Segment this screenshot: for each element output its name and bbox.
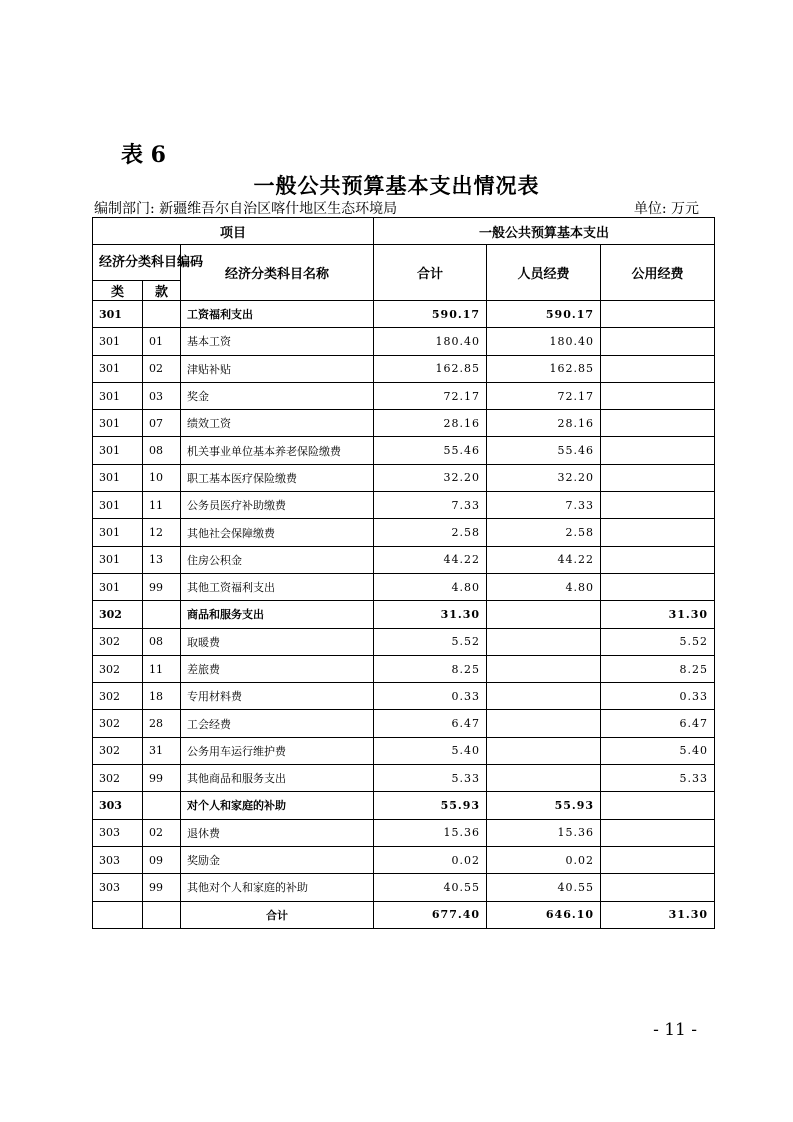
page-number: - 11 - [653,1020,697,1040]
category-name-cell: 公务员医疗补助缴费 [181,492,374,519]
table-row [93,328,715,355]
total-amount-cell: 5.52 [374,628,487,655]
personnel-amount-cell [487,601,601,628]
public-amount-cell: 5.40 [601,737,715,764]
lei-code-cell: 302 [93,710,143,737]
table-row [93,683,715,710]
public-amount-cell [601,437,715,464]
personnel-amount-cell: 2.58 [487,519,601,546]
personnel-header: 人员经费 [487,245,601,301]
table-row [93,492,715,519]
public-amount-cell [601,573,715,600]
table-row [93,737,715,764]
kuan-code-cell: 18 [143,683,181,710]
table-row [93,655,715,682]
total-lei-cell [93,901,143,928]
public-amount-cell [601,492,715,519]
public-amount-cell: 5.52 [601,628,715,655]
kuan-code-cell: 99 [143,874,181,901]
total-label: 合计 [181,901,374,928]
kuan-code-cell: 09 [143,846,181,873]
public-amount-cell [601,792,715,819]
public-header: 公用经费 [601,245,715,301]
total-amount-cell: 2.58 [374,519,487,546]
total-kuan-cell [143,901,181,928]
kuan-code-cell: 11 [143,655,181,682]
category-name-cell: 工资福利支出 [181,301,374,328]
personnel-amount-cell: 590.17 [487,301,601,328]
total-amount-cell: 40.55 [374,874,487,901]
total-amount-cell: 44.22 [374,546,487,573]
category-name-cell: 公务用车运行维护费 [181,737,374,764]
total-amount-cell: 180.40 [374,328,487,355]
total-amount-cell: 55.93 [374,792,487,819]
personnel-amount-cell [487,628,601,655]
table-row [93,546,715,573]
lei-code-cell: 301 [93,410,143,437]
public-amount-cell [601,846,715,873]
category-name-cell: 专用材料费 [181,683,374,710]
public-amount-cell [601,546,715,573]
table-row [93,819,715,846]
personnel-amount-cell: 180.40 [487,328,601,355]
lei-code-cell: 303 [93,846,143,873]
total-amount-cell: 8.25 [374,655,487,682]
kuan-code-cell: 11 [143,492,181,519]
category-name-cell: 其他工资福利支出 [181,573,374,600]
kuan-header: 款 [143,281,181,301]
public-amount-cell [601,328,715,355]
kuan-code-cell [143,601,181,628]
category-name-cell: 机关事业单位基本养老保险缴费 [181,437,374,464]
personnel-amount-cell: 40.55 [487,874,601,901]
personnel-amount-cell: 28.16 [487,410,601,437]
personnel-amount-cell: 15.36 [487,819,601,846]
lei-code-cell: 302 [93,655,143,682]
personnel-amount-cell [487,737,601,764]
total-row [93,901,715,928]
total-amount-cell: 31.30 [374,601,487,628]
total-amount-cell: 0.33 [374,683,487,710]
category-name-cell: 职工基本医疗保险缴费 [181,464,374,491]
lei-code-cell: 302 [93,601,143,628]
lei-code-cell: 301 [93,328,143,355]
total-amount-cell: 7.33 [374,492,487,519]
kuan-code-cell: 99 [143,573,181,600]
personnel-amount-cell: 55.46 [487,437,601,464]
public-amount-cell [601,382,715,409]
lei-code-cell: 302 [93,628,143,655]
lei-code-cell: 303 [93,792,143,819]
total-amount-cell: 6.47 [374,710,487,737]
public-amount-cell: 31.30 [601,601,715,628]
table-row [93,710,715,737]
lei-code-cell: 302 [93,737,143,764]
total-amount-cell: 55.46 [374,437,487,464]
kuan-code-cell [143,301,181,328]
lei-code-cell: 302 [93,683,143,710]
category-name-cell: 其他商品和服务支出 [181,765,374,792]
kuan-code-cell: 10 [143,464,181,491]
lei-code-cell: 302 [93,765,143,792]
personnel-amount-cell: 72.17 [487,382,601,409]
table-number: 表 6 [121,142,166,168]
total-amount-cell: 4.80 [374,573,487,600]
category-name-cell: 商品和服务支出 [181,601,374,628]
category-name-cell: 取暖费 [181,628,374,655]
lei-code-cell: 303 [93,819,143,846]
category-name-cell: 对个人和家庭的补助 [181,792,374,819]
kuan-code-cell: 31 [143,737,181,764]
table-row [93,382,715,409]
table-row [93,437,715,464]
public-amount-cell: 5.33 [601,765,715,792]
kuan-code-cell: 13 [143,546,181,573]
total-amount-cell: 162.85 [374,355,487,382]
public-amount-cell: 6.47 [601,710,715,737]
table-row [93,573,715,600]
category-name-cell: 奖励金 [181,846,374,873]
category-name-cell: 绩效工资 [181,410,374,437]
category-name-cell: 津贴补贴 [181,355,374,382]
category-name-cell: 其他对个人和家庭的补助 [181,874,374,901]
name-header: 经济分类科目名称 [181,245,374,301]
public-amount-cell [601,819,715,846]
lei-code-cell: 303 [93,874,143,901]
kuan-code-cell: 03 [143,382,181,409]
category-name-cell: 住房公积金 [181,546,374,573]
table-row [93,410,715,437]
personnel-amount-cell: 0.02 [487,846,601,873]
kuan-code-cell: 08 [143,628,181,655]
public-amount-cell [601,464,715,491]
personnel-amount-cell [487,655,601,682]
budget-table [92,217,715,929]
public-amount-cell [601,410,715,437]
total-amount-cell: 5.33 [374,765,487,792]
public-amount-cell [601,301,715,328]
personnel-amount-cell: 32.20 [487,464,601,491]
public-amount-cell: 8.25 [601,655,715,682]
total-amount-cell: 5.40 [374,737,487,764]
unit-label: 单位: 万元 [633,201,699,217]
table-row [93,765,715,792]
kuan-code-cell: 01 [143,328,181,355]
personnel-amount-cell [487,683,601,710]
lei-code-cell: 301 [93,546,143,573]
project-header: 项目 [93,218,374,245]
total-sum: 677.40 [374,901,487,928]
public-amount-cell [601,519,715,546]
total-amount-cell: 28.16 [374,410,487,437]
kuan-code-cell: 28 [143,710,181,737]
kuan-code-cell: 02 [143,355,181,382]
personnel-amount-cell: 55.93 [487,792,601,819]
personnel-amount-cell [487,765,601,792]
table-row [93,519,715,546]
expense-group-header: 一般公共预算基本支出 [374,218,715,245]
kuan-code-cell: 99 [143,765,181,792]
total-amount-cell: 15.36 [374,819,487,846]
table-row [93,601,715,628]
lei-code-cell: 301 [93,301,143,328]
table-row [93,792,715,819]
public-amount-cell: 0.33 [601,683,715,710]
lei-code-cell: 301 [93,437,143,464]
kuan-code-cell: 02 [143,819,181,846]
personnel-amount-cell: 4.80 [487,573,601,600]
document-title: 一般公共预算基本支出情况表 [253,173,540,198]
table-row [93,628,715,655]
lei-code-cell: 301 [93,573,143,600]
table-body [93,301,715,902]
public-amount-cell [601,355,715,382]
kuan-code-cell: 08 [143,437,181,464]
table-row [93,874,715,901]
kuan-code-cell: 12 [143,519,181,546]
total-personnel: 646.10 [487,901,601,928]
total-public: 31.30 [601,901,715,928]
category-name-cell: 差旅费 [181,655,374,682]
lei-code-cell: 301 [93,382,143,409]
table-row [93,355,715,382]
personnel-amount-cell: 44.22 [487,546,601,573]
lei-code-cell: 301 [93,464,143,491]
lei-header: 类 [93,281,143,301]
category-name-cell: 基本工资 [181,328,374,355]
category-name-cell: 奖金 [181,382,374,409]
table-row [93,846,715,873]
total-amount-cell: 72.17 [374,382,487,409]
kuan-code-cell [143,792,181,819]
category-name-cell: 退休费 [181,819,374,846]
personnel-amount-cell: 162.85 [487,355,601,382]
lei-code-cell: 301 [93,519,143,546]
lei-code-cell: 301 [93,355,143,382]
table-row [93,301,715,328]
personnel-amount-cell [487,710,601,737]
total-header: 合计 [374,245,487,301]
total-amount-cell: 32.20 [374,464,487,491]
personnel-amount-cell: 7.33 [487,492,601,519]
total-amount-cell: 0.02 [374,846,487,873]
kuan-code-cell: 07 [143,410,181,437]
table-row [93,464,715,491]
lei-code-cell: 301 [93,492,143,519]
code-group-header: 经济分类科目编码 [93,245,181,281]
public-amount-cell [601,874,715,901]
category-name-cell: 其他社会保障缴费 [181,519,374,546]
compiling-department: 编制部门: 新疆维吾尔自治区喀什地区生态环境局 [94,201,398,217]
total-amount-cell: 590.17 [374,301,487,328]
category-name-cell: 工会经费 [181,710,374,737]
